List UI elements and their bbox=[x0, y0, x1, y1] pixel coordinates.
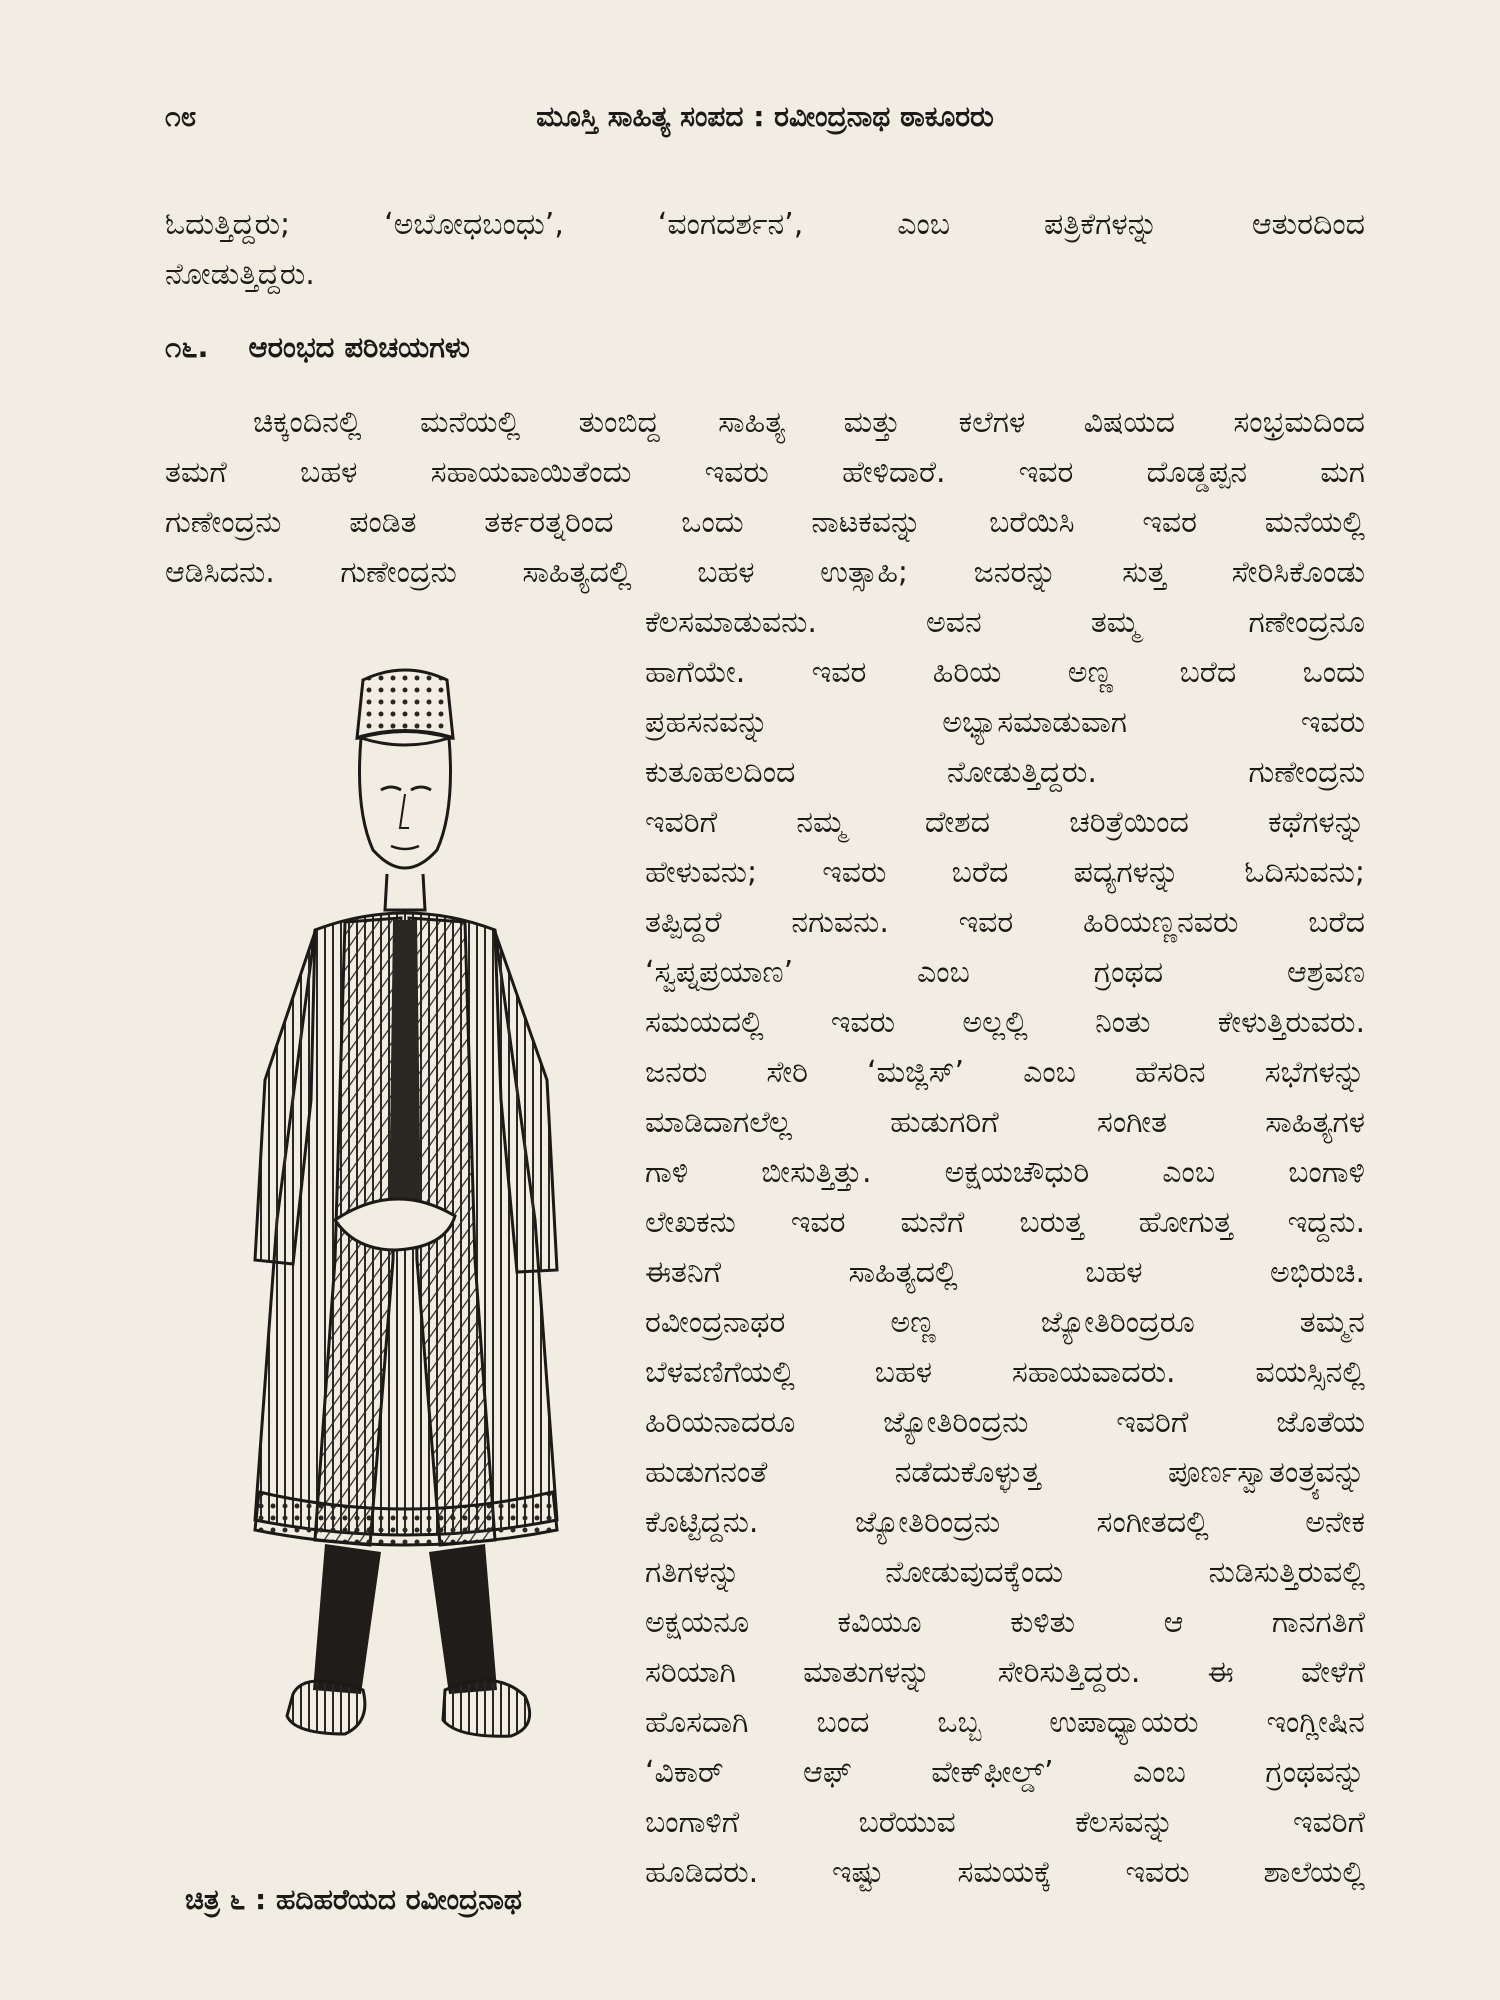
text-line: ಜನರು ಸೇರಿ ‘ಮಜ್ಲಿಸ್’ ಎಂಬ ಹೆಸರಿನ ಸಭೆಗಳನ್ನು bbox=[645, 1055, 1365, 1090]
page-header bbox=[165, 100, 1365, 140]
section-title: ಆರಂಭದ ಪರಿಚಯಗಳು bbox=[248, 330, 470, 364]
text-line: ಗತಿಗಳನ್ನು ನೋಡುವುದಕ್ಕೆಂದು ನುಡಿಸುತ್ತಿರುವಲ್ಲಿ bbox=[645, 1555, 1365, 1590]
text-line: ‘ವಿಕಾರ್ ಆಫ್ ವೇಕ್‌ಫೀಲ್ಡ್’ ಎಂಬ ಗ್ರಂಥವನ್ನು bbox=[645, 1755, 1365, 1790]
portrait-illustration bbox=[195, 660, 595, 1770]
text-line: ಗಾಳಿ ಬೀಸುತ್ತಿತ್ತು. ಅಕ್ಷಯಚೌಧುರಿ ಎಂಬ ಬಂಗಾಳಿ bbox=[645, 1155, 1365, 1190]
text-line: ಬೆಳವಣಿಗೆಯಲ್ಲಿ ಬಹಳ ಸಹಾಯವಾದರು. ವಯಸ್ಸಿನಲ್ಲಿ bbox=[645, 1355, 1365, 1390]
text-line: ಹೇಳುವನು; ಇವರು ಬರೆದ ಪದ್ಯಗಳನ್ನು ಓದಿಸುವನು; bbox=[645, 855, 1365, 890]
text-line: ಇವರಿಗೆ ನಮ್ಮ ದೇಶದ ಚರಿತ್ರೆಯಿಂದ ಕಥೆಗಳನ್ನು bbox=[645, 805, 1365, 840]
text-line: ಸಮಯದಲ್ಲಿ ಇವರು ಅಲ್ಲಲ್ಲಿ ನಿಂತು ಕೇಳುತ್ತಿರುವರು. bbox=[645, 1005, 1365, 1040]
paragraph-full-width bbox=[165, 398, 1365, 598]
text-line: ಹುಡುಗನಂತೆ ನಡೆದುಕೊಳ್ಳುತ್ತ ಪೂರ್ಣಸ್ವಾತಂತ್ರ್ಯವನ್ನು bbox=[645, 1455, 1365, 1490]
text-line: ಲೇಖಕನು ಇವರ ಮನೆಗೆ ಬರುತ್ತ ಹೋಗುತ್ತ ಇದ್ದನು. bbox=[645, 1205, 1365, 1240]
text-line: ಹಿರಿಯನಾದರೂ ಜ್ಯೋತಿರಿಂದ್ರನು ಇವರಿಗೆ ಜೊತೆಯ bbox=[645, 1405, 1365, 1440]
text-line: ತಮಗೆ ಬಹಳ ಸಹಾಯವಾಯಿತೆಂದು ಇವರು ಹೇಳಿದಾರೆ. ಇವರ ದೊಡ್ಡಪ್ಪನ ಮಗ bbox=[165, 455, 1365, 490]
text-line: ಚಿಕ್ಕಂದಿನಲ್ಲಿ ಮನೆಯಲ್ಲಿ ತುಂಬಿದ್ದ ಸಾಹಿತ್ಯ ಮತ್ತು ಕಲೆಗಳ ವಿಷಯದ ಸಂಭ್ರಮದಿಂದ bbox=[253, 405, 1365, 440]
running-title: ಮೂಸ್ತಿ ಸಾಹಿತ್ಯ ಸಂಪದ : ರವೀಂದ್ರನಾಥ ಠಾಕೂರರು bbox=[536, 100, 994, 133]
text-line: ಗುಣೇಂದ್ರನು ಪಂಡಿತ ತರ್ಕರತ್ನರಿಂದ ಒಂದು ನಾಟಕವನ್ನು ಬರೆಯಿಸಿ ಇವರ ಮನೆಯಲ್ಲಿ bbox=[165, 505, 1365, 540]
text-line: ಪ್ರಹಸನವನ್ನು ಅಭ್ಯಾಸಮಾಡುವಾಗ ಇವರು bbox=[645, 705, 1365, 740]
text-line: ಕೊಟ್ಟಿದ್ದನು. ಜ್ಯೋತಿರಿಂದ್ರನು ಸಂಗೀತದಲ್ಲಿ ಅನೇಕ bbox=[645, 1505, 1365, 1540]
text-line: ಕುತೂಹಲದಿಂದ ನೋಡುತ್ತಿದ್ದರು. ಗುಣೇಂದ್ರನು bbox=[645, 755, 1365, 790]
text-line: ಈತನಿಗೆ ಸಾಹಿತ್ಯದಲ್ಲಿ ಬಹಳ ಅಭಿರುಚಿ. bbox=[645, 1255, 1365, 1290]
text-line: ಅಕ್ಷಯನೂ ಕವಿಯೂ ಕುಳಿತು ಆ ಗಾನಗತಿಗೆ bbox=[645, 1605, 1365, 1640]
text-line: ಸರಿಯಾಗಿ ಮಾತುಗಳನ್ನು ಸೇರಿಸುತ್ತಿದ್ದರು. ಈ ವೇಳೆಗೆ bbox=[645, 1655, 1365, 1690]
text-line: ಹೊಸದಾಗಿ ಬಂದ ಒಬ್ಬ ಉಪಾಧ್ಯಾಯರು ಇಂಗ್ಲೀಷಿನ bbox=[645, 1705, 1365, 1740]
text-line: ಆಡಿಸಿದನು. ಗುಣೇಂದ್ರನು ಸಾಹಿತ್ಯದಲ್ಲಿ ಬಹಳ ಉತ್ಸಾಹಿ; ಜನರನ್ನು ಸುತ್ತ ಸೇರಿಸಿಕೊಂಡು bbox=[165, 555, 1365, 590]
text-line: ಹಾಗೆಯೇ. ಇವರ ಹಿರಿಯ ಅಣ್ಣ ಬರೆದ ಒಂದು bbox=[645, 655, 1365, 690]
text-line: ರವೀಂದ್ರನಾಥರ ಅಣ್ಣ ಜ್ಯೋತಿರಿಂದ್ರರೂ ತಮ್ಮನ bbox=[645, 1305, 1365, 1340]
text-line: ನೋಡುತ್ತಿದ್ದರು. bbox=[165, 257, 315, 292]
text-line: ಹೂಡಿದರು. ಇಷ್ಟು ಸಮಯಕ್ಕೆ ಇವರು ಶಾಲೆಯಲ್ಲಿ bbox=[645, 1855, 1365, 1890]
text-line: ಬಂಗಾಳಿಗೆ ಬರೆಯುವ ಕೆಲಸವನ್ನು ಇವರಿಗೆ bbox=[645, 1805, 1365, 1840]
portrait-drawing bbox=[195, 660, 595, 1770]
text-line: ‘ಸ್ವಪ್ನಪ್ರಯಾಣ’ ಎಂಬ ಗ್ರಂಥದ ಆಶ್ರವಣ bbox=[645, 955, 1365, 990]
intro-paragraph bbox=[165, 200, 1365, 300]
paragraph-right-column bbox=[645, 598, 1365, 1898]
text-line: ಕೆಲಸಮಾಡುವನು. ಅವನ ತಮ್ಮ ಗಣೇಂದ್ರನೂ bbox=[645, 605, 1365, 640]
text-line: ಮಾಡಿದಾಗಲೆಲ್ಲ ಹುಡುಗರಿಗೆ ಸಂಗೀತ ಸಾಹಿತ್ಯಗಳ bbox=[645, 1105, 1365, 1140]
text-line: ತಪ್ಪಿದ್ದರೆ ನಗುವನು. ಇವರ ಹಿರಿಯಣ್ಣನವರು ಬರೆದ bbox=[645, 905, 1365, 940]
section-heading bbox=[165, 330, 510, 365]
section-number: ೧೬. bbox=[165, 330, 209, 364]
text-line: ಓದುತ್ತಿದ್ದರು; ‘ಅಬೋಧಬಂಧು’, ‘ವಂಗದರ್ಶನ’, ಎಂಬ ಪತ್ರಿಕೆಗಳನ್ನು ಆತುರದಿಂದ bbox=[165, 207, 1365, 242]
figure-caption: ಚಿತ್ರ ೬ : ಹದಿಹರೆಯದ ರವೀಂದ್ರನಾಥ bbox=[185, 1883, 522, 1916]
page-number: ೧೮ bbox=[165, 100, 197, 133]
